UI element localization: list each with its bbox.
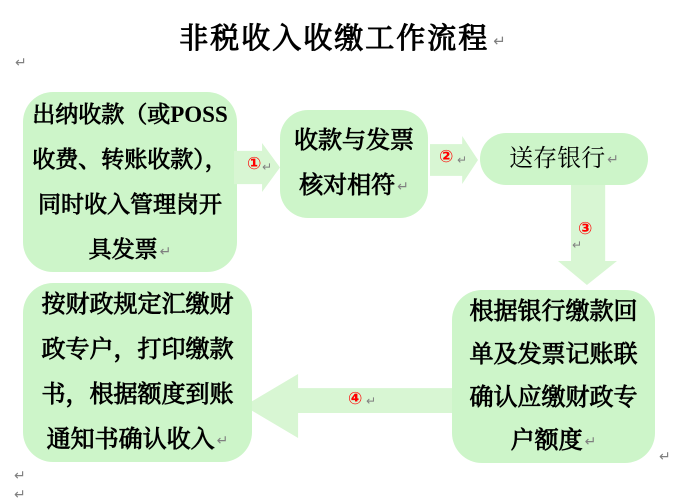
box-text-line: 政专户，打印缴款 bbox=[41, 336, 234, 363]
step-number-1: ① bbox=[247, 154, 262, 174]
box-text-line: 出纳收款（或POSS bbox=[32, 102, 228, 127]
flow-box-cashier-collects bbox=[23, 92, 237, 272]
box-text-line: 书，根据额度到账 bbox=[41, 381, 234, 408]
box-text-line bbox=[47, 418, 229, 463]
flowchart-title-row bbox=[0, 16, 687, 57]
paragraph-mark-icon: ↵ bbox=[14, 468, 26, 484]
box-text-line: 确认应缴财政专 bbox=[469, 384, 638, 411]
flow-box-remit-treasury bbox=[23, 283, 252, 462]
paragraph-mark-icon: ↵ bbox=[397, 179, 409, 196]
box-text-line bbox=[299, 164, 409, 209]
flow-box-verify-invoice bbox=[280, 110, 428, 218]
box-text: 通知书确认收入 bbox=[46, 426, 215, 453]
step-number-4: ④ bbox=[348, 389, 363, 409]
box-text: 核对相符 bbox=[299, 173, 396, 199]
paragraph-mark-icon: ↵ bbox=[366, 394, 377, 408]
box-text-line bbox=[511, 420, 597, 463]
box-text-line: 收费、转账收款）， bbox=[32, 147, 228, 172]
flow-box-deposit-bank bbox=[480, 133, 648, 185]
paragraph-mark-icon: ↵ bbox=[216, 432, 229, 449]
box-text-line: 同时收入管理岗开 bbox=[38, 192, 222, 217]
paragraph-mark-icon: ↵ bbox=[607, 152, 619, 169]
paragraph-mark-icon: ↵ bbox=[659, 449, 671, 465]
paragraph-mark-icon: ↵ bbox=[457, 153, 468, 167]
box-text-line bbox=[89, 227, 172, 272]
paragraph-mark-icon: ↵ bbox=[572, 238, 583, 252]
paragraph-mark-icon: ↵ bbox=[262, 160, 273, 174]
step-number-3: ③ bbox=[578, 219, 593, 239]
flow-arrow-step2-icon bbox=[430, 136, 478, 184]
step-number-2: ② bbox=[439, 147, 454, 167]
box-text: 户额度 bbox=[510, 427, 583, 454]
flow-box-confirm-quota bbox=[452, 290, 655, 463]
box-text-line bbox=[509, 133, 619, 185]
box-text-line: 按财政规定汇缴财 bbox=[41, 291, 234, 318]
box-text: 具发票 bbox=[88, 237, 158, 262]
box-text: 送存银行 bbox=[509, 146, 606, 172]
paragraph-mark-icon: ↵ bbox=[493, 31, 508, 50]
paragraph-mark-icon: ↵ bbox=[14, 487, 26, 501]
paragraph-mark-icon: ↵ bbox=[584, 433, 597, 450]
box-text-line: 收款与发票 bbox=[294, 128, 414, 154]
page-title: 非税收入收缴工作流程 bbox=[179, 23, 490, 55]
box-text-line: 根据银行缴款回 bbox=[469, 298, 638, 325]
box-text-line: 单及发票记账联 bbox=[469, 341, 638, 368]
paragraph-mark-icon: ↵ bbox=[159, 243, 172, 260]
paragraph-mark-icon: ↵ bbox=[15, 55, 27, 71]
